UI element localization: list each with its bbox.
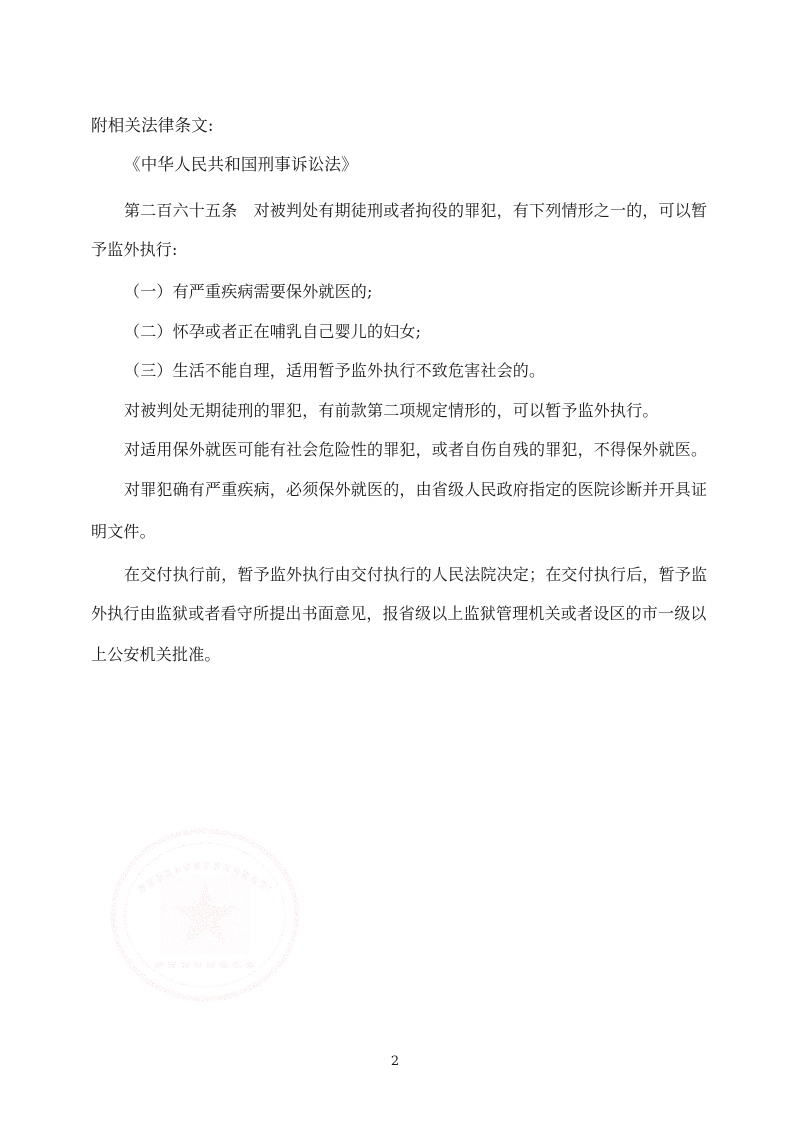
paragraph-line: 上公安机关批准。 [91, 645, 221, 664]
page-number: 2 [390, 1054, 400, 1069]
list-item: （三）生活不能自理，适用暂予监外执行不致危害社会的。 [124, 361, 546, 380]
paragraph: 对适用保外就医可能有社会危险性的罪犯，或者自伤自残的罪犯，不得保外就医。 [124, 440, 708, 459]
article-line: 予监外执行: [91, 240, 178, 259]
paragraph: 对被判处无期徒刑的罪犯，有前款第二项规定情形的，可以暂予监外执行。 [124, 401, 659, 420]
paragraph-line: 在交付执行前，暂予监外执行由交付执行的人民法院决定；在交付执行后，暂予监 [124, 565, 708, 584]
attachment-heading: 附相关法律条文: [91, 116, 214, 135]
list-item: （二）怀孕或者正在哺乳自己婴儿的妇女; [124, 322, 422, 341]
paragraph-line: 明文件。 [91, 522, 156, 541]
official-seal-icon [100, 820, 310, 1010]
law-title: 《中华人民共和国刑事诉讼法》 [124, 155, 358, 174]
paragraph-line: 外执行由监狱或者看守所提出书面意见，报省级以上监狱管理机关或者设区的市一级以 [91, 604, 707, 623]
article-line: 第二百六十五条 对被判处有期徒刑或者拘役的罪犯，有下列情形之一的，可以暂 [124, 201, 708, 220]
paragraph-line: 对罪犯确有严重疾病，必须保外就医的，由省级人民政府指定的医院诊断并开具证 [124, 480, 708, 499]
list-item: （一）有严重疾病需要保外就医的; [124, 282, 373, 301]
